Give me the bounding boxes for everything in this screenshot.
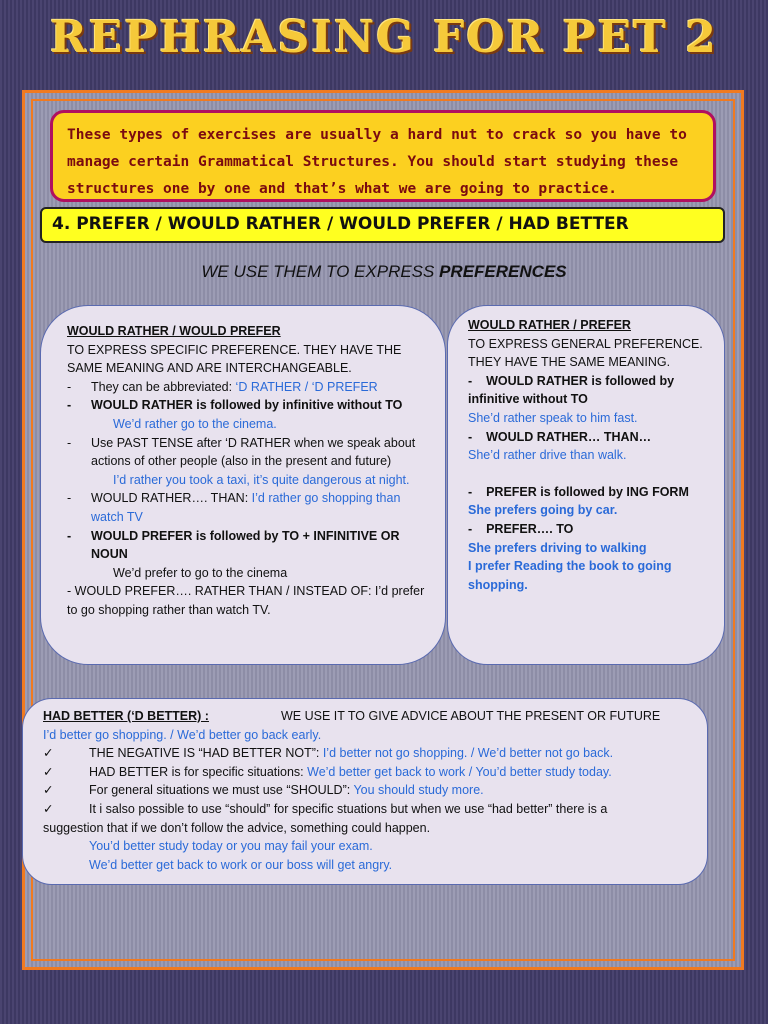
card-desc: TO EXPRESS SPECIFIC PREFERENCE. THEY HAVE THE SAME MEANING AND ARE INTERCHANGEABLE.: [67, 342, 402, 376]
example-text: I prefer Reading the book to going shopping.: [468, 559, 672, 592]
card-heading: WOULD RATHER / PREFER: [468, 318, 631, 332]
example-text: She prefers going by car.: [468, 503, 618, 518]
list-item: - PREFER is followed by ING FORM: [468, 484, 689, 499]
had-better-card: [22, 698, 708, 885]
subtitle-text: WE USE THEM TO EXPRESS: [201, 262, 440, 281]
list-item: - PREFER…. TO: [468, 521, 574, 536]
list-item: - WOULD PREFER is followed by TO + INFINITIVE OR NOUN: [67, 528, 400, 562]
intro-box: These types of exercises are usually a hard nut to crack so you have to manage certain Grammatical Structures. You should start studying these structures one by one and that’s what we are going to practice.: [50, 110, 716, 202]
check-item: ✓ For general situations we must use “SHOULD”: You should study more.: [43, 781, 689, 800]
page-title: REPHRASING FOR PET 2: [50, 12, 718, 63]
check-item: ✓ THE NEGATIVE IS “HAD BETTER NOT”: I’d better not go shopping. / We’d better not go back.: [43, 744, 689, 763]
example-text: She’d rather drive than walk.: [468, 448, 627, 463]
subtitle-bold: PREFERENCES: [439, 262, 567, 281]
check-icon: ✓: [43, 783, 54, 798]
check-icon: ✓: [43, 746, 54, 761]
list-item: - WOULD RATHER is followed by infinitive without TO: [468, 373, 675, 407]
section-heading: 4. PREFER / WOULD RATHER / WOULD PREFER / HAD BETTER: [40, 207, 725, 243]
example-text: We’d prefer to go to the cinema: [113, 565, 288, 580]
example-text: I’d rather you took a taxi, it’s quite dangerous at night.: [113, 472, 410, 487]
card-desc: THEY HAVE THE SAME MEANING.: [468, 355, 671, 370]
example-text: We’d better get back to work or our boss will get angry.: [89, 857, 393, 872]
check-icon: ✓: [43, 764, 54, 779]
card-desc: TO EXPRESS GENERAL PREFERENCE.: [468, 336, 703, 351]
example-text: You’d better study today or you may fail your exam.: [89, 839, 373, 854]
check-icon: ✓: [43, 801, 54, 816]
card-heading: HAD BETTER (‘D BETTER) :: [43, 709, 209, 723]
section-subtitle: [0, 262, 768, 282]
card-heading-desc: WE USE IT TO GIVE ADVICE ABOUT THE PRESENT OR FUTURE: [280, 709, 661, 723]
list-item: - They can be abbreviated: ‘D RATHER / ‘D PREFER: [67, 379, 378, 394]
card-heading-row: [43, 707, 689, 726]
check-item-continuation: suggestion that if we don’t follow the advice, something could happen.: [43, 820, 431, 835]
example-text: I’d better go shopping. / We’d better go back early.: [43, 727, 322, 742]
would-rather-prefer-general-card: [447, 305, 725, 665]
example-text: We’d rather go to the cinema.: [113, 416, 277, 431]
would-rather-prefer-card: [40, 305, 446, 665]
list-item: - WOULD RATHER… THAN…: [468, 429, 652, 444]
list-item: - WOULD PREFER…. RATHER THAN / INSTEAD OF: I’d prefer to go shopping rather than watch TV.: [67, 584, 425, 617]
list-item: - WOULD RATHER…. THAN: I’d rather go shopping than watch TV: [67, 491, 401, 524]
list-item: - Use PAST TENSE after ‘D RATHER when we speak about actions of other people (also in the present and future): [67, 435, 416, 469]
list-item: - WOULD RATHER is followed by infinitive without TO: [67, 398, 403, 413]
check-item: ✓ It i salso possible to use “should” for specific stuations but when we use “had better” there is a: [43, 800, 689, 819]
example-text: She prefers driving to walking: [468, 540, 647, 555]
card-heading: WOULD RATHER / WOULD PREFER: [67, 324, 281, 338]
example-text: She’d rather speak to him fast.: [468, 410, 638, 425]
check-item: ✓ HAD BETTER is for specific situations: We’d better get back to work / You’d better study today.: [43, 763, 689, 782]
